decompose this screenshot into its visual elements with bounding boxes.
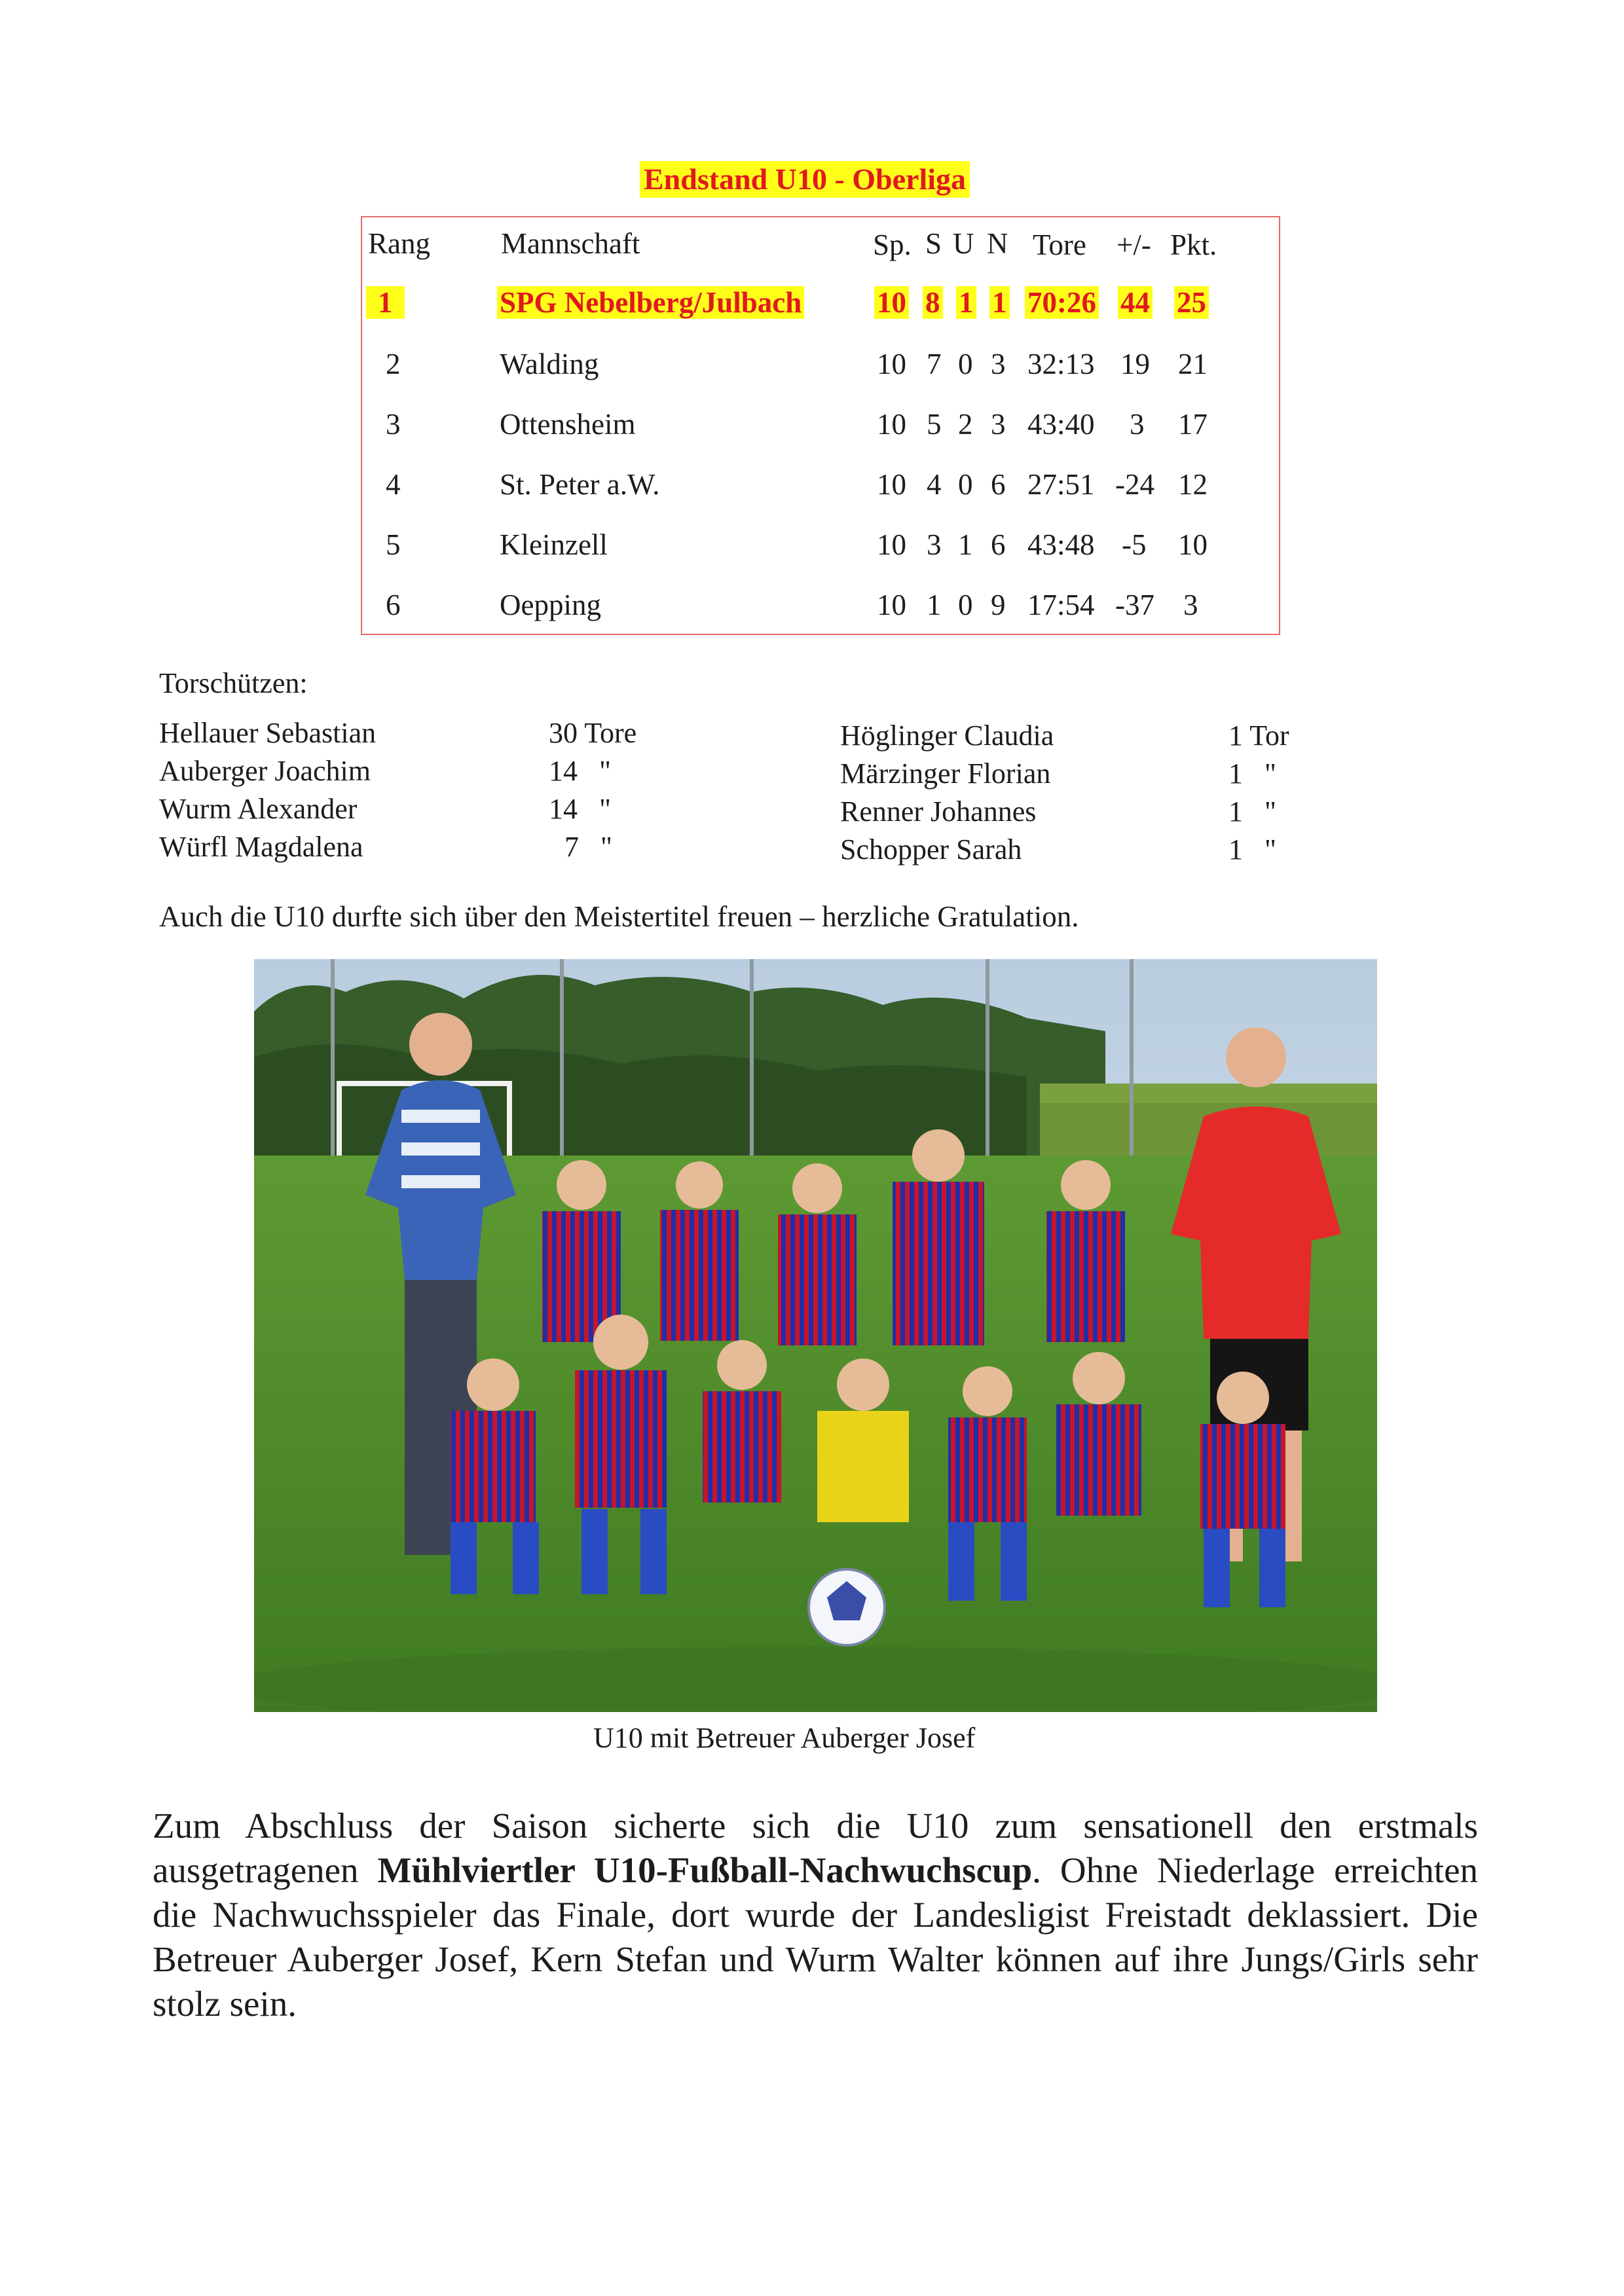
team-cell: SPG Nebelberg/Julbach — [497, 286, 804, 319]
points-cell: 17 — [1178, 408, 1208, 441]
diff-cell: 44 — [1118, 286, 1153, 319]
played-cell: 10 — [877, 528, 906, 561]
diff-cell: 19 — [1120, 348, 1150, 380]
wins-cell: 8 — [923, 286, 943, 319]
draws-cell: 1 — [956, 286, 976, 319]
played-cell: 10 — [874, 286, 909, 319]
header-rang: Rang — [368, 227, 430, 260]
article-paragraph — [153, 1804, 1478, 2026]
losses-cell: 3 — [991, 408, 1006, 441]
scorer-goals: 1 " — [1228, 795, 1276, 828]
scorer-goals: 7 " — [564, 831, 612, 863]
header-diff: +/- — [1116, 228, 1151, 261]
rank-cell: 1 — [366, 286, 405, 319]
scorer-name: Märzinger Florian — [840, 757, 1051, 790]
scorer-goals: 1 " — [1228, 757, 1276, 790]
scorer-name: Schopper Sarah — [840, 833, 1022, 866]
header-pkt: Pkt. — [1170, 228, 1217, 261]
photo-caption: U10 mit Betreuer Auberger Josef — [593, 1722, 976, 1754]
losses-cell: 6 — [991, 528, 1006, 561]
header-tore: Tore — [1033, 228, 1086, 261]
standings-table — [361, 216, 1280, 635]
scorer-goals: 1 " — [1228, 833, 1276, 866]
team-cell: Kleinzell — [500, 528, 608, 561]
team-cell: Oepping — [500, 589, 601, 621]
scorer-name: Höglinger Claudia — [840, 720, 1054, 752]
losses-cell: 1 — [989, 286, 1010, 319]
team-photo-illustration — [254, 959, 1377, 1712]
rank-cell: 5 — [386, 528, 401, 561]
rank-cell: 4 — [386, 468, 401, 501]
points-cell: 10 — [1178, 528, 1208, 561]
goals-cell: 70:26 — [1025, 286, 1099, 319]
scorer-name: Wurm Alexander — [159, 793, 358, 825]
played-cell: 10 — [877, 408, 906, 441]
losses-cell: 3 — [991, 348, 1006, 380]
goals-cell: 32:13 — [1027, 348, 1095, 380]
wins-cell: 4 — [927, 468, 942, 501]
played-cell: 10 — [877, 348, 906, 380]
draws-cell: 2 — [958, 408, 973, 441]
header-s: S — [925, 227, 942, 260]
soccer-ball-icon — [809, 1569, 885, 1645]
wins-cell: 7 — [927, 348, 942, 380]
draws-cell: 0 — [958, 468, 973, 501]
rank-cell: 3 — [386, 408, 401, 441]
team-cell: Ottensheim — [500, 408, 636, 441]
team-cell: St. Peter a.W. — [500, 468, 660, 501]
team-photo — [254, 959, 1377, 1712]
header-mannschaft: Mannschaft — [501, 227, 640, 260]
played-cell: 10 — [877, 468, 906, 501]
team-cell: Walding — [500, 348, 599, 380]
played-cell: 10 — [877, 589, 906, 621]
paragraph-text-after: . Ohne Niederlage erreichten die Nachwuchsspieler das Finale, dort wurde der Landesligist Freistadt deklassiert. Die Betreuer Auberger Josef, Kern Stefan und Wurm Walter können auf ihre Jungs/Girls sehr stolz sein. — [153, 1850, 1478, 2024]
goals-cell: 27:51 — [1027, 468, 1095, 501]
scorer-goals: 14 " — [549, 755, 611, 787]
losses-cell: 9 — [991, 589, 1006, 621]
rank-cell: 6 — [386, 589, 401, 621]
diff-cell: -5 — [1122, 528, 1147, 561]
points-cell: 25 — [1174, 286, 1209, 319]
draws-cell: 0 — [958, 589, 973, 621]
points-cell: 3 — [1183, 589, 1198, 621]
scorer-name: Auberger Joachim — [159, 755, 371, 787]
scorer-goals: 14 " — [549, 793, 611, 825]
points-cell: 12 — [1178, 468, 1208, 501]
wins-cell: 5 — [927, 408, 942, 441]
scorers-label: Torschützen: — [159, 667, 308, 699]
goals-cell: 43:48 — [1027, 528, 1095, 561]
wins-cell: 1 — [927, 589, 942, 621]
draws-cell: 1 — [958, 528, 973, 561]
points-cell: 21 — [1178, 348, 1208, 380]
losses-cell: 6 — [991, 468, 1006, 501]
goals-cell: 17:54 — [1027, 589, 1095, 621]
diff-cell: -37 — [1115, 589, 1154, 621]
paragraph-text-before: Zum Abschluss der Saison sicherte sich die U10 zum sensationell den erstmals ausgetragenen — [153, 1806, 1478, 1890]
goals-cell: 43:40 — [1027, 408, 1095, 441]
cup-name: Mühlviertler U10-Fußball-Nachwuchscup — [377, 1850, 1033, 1890]
table-title: Endstand U10 - Oberliga — [640, 161, 970, 198]
wins-cell: 3 — [927, 528, 942, 561]
draws-cell: 0 — [958, 348, 973, 380]
scorer-goals: 30 Tore — [549, 717, 637, 749]
congrats-text: Auch die U10 durfte sich über den Meistertitel freuen – herzliche Gratulation. — [159, 900, 1079, 933]
scorer-name: Renner Johannes — [840, 795, 1037, 828]
scorer-name: Würfl Magdalena — [159, 831, 363, 863]
rank-cell: 2 — [386, 348, 401, 380]
header-sp: Sp. — [873, 228, 912, 261]
header-n: N — [987, 227, 1008, 260]
header-u: U — [953, 227, 974, 260]
scorer-goals: 1 Tor — [1228, 720, 1289, 752]
diff-cell: 3 — [1130, 408, 1145, 441]
diff-cell: -24 — [1115, 468, 1154, 501]
scorer-name: Hellauer Sebastian — [159, 717, 377, 749]
